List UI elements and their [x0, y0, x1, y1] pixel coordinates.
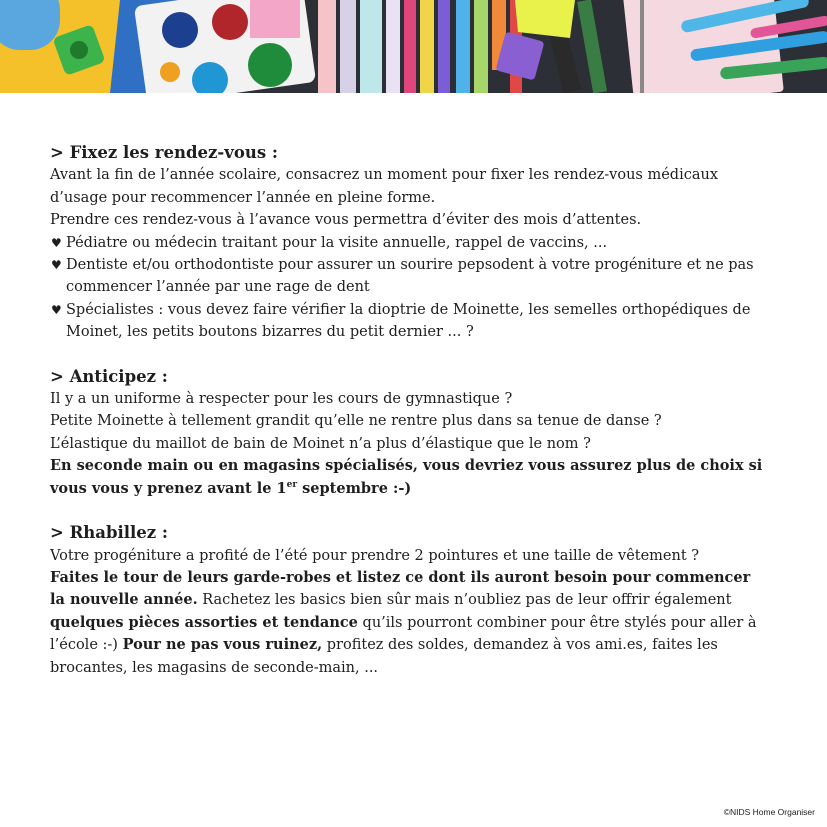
text: profitez des soldes, demandez à vos ami.es, faites les brocantes, les magasins de seconde-main, ... — [50, 637, 718, 676]
section-rhabillez — [50, 522, 770, 679]
ordinal-suffix: er — [286, 479, 298, 490]
paragraph: Votre progéniture a profité de l’été pour prendre 2 pointures et une taille de vêtement ? — [50, 547, 700, 564]
article-body — [50, 142, 770, 701]
section-heading: > Anticipez : — [50, 366, 168, 386]
bold-text: quelques pièces assorties et tendance — [50, 613, 358, 631]
paragraph: L’élastique du maillot de bain de Moinet n’a plus d’élastique que le nom ? — [50, 435, 591, 452]
bold-text: septembre :-) — [297, 479, 412, 497]
section-anticipez — [50, 366, 770, 500]
paragraph-bold — [50, 455, 770, 500]
list-item — [50, 299, 770, 344]
paragraph: Il y a un uniforme à respecter pour les cours de gymnastique ? — [50, 391, 513, 408]
bold-text: En seconde main ou en magasins spécialisés, vous devriez vous assurez plus de choix si vous vous y prenez avant le 1 — [50, 457, 763, 497]
section-heading: > Rhabillez : — [50, 523, 169, 543]
bold-text: Pour ne pas vous ruinez, — [122, 636, 323, 654]
section-heading: > Fixez les rendez-vous : — [50, 143, 278, 162]
copyright-footer: ©NIDS Home Organiser — [723, 807, 815, 817]
appointment-list — [50, 232, 770, 344]
paragraph: Prendre ces rendez-vous à l’avance vous permettra d’éviter des mois d’attentes. — [50, 212, 642, 229]
text: qu’ils pourront combiner pour être stylés pour aller à l’école :-) — [50, 614, 757, 654]
list-item — [50, 254, 770, 299]
text: Rachetez les basics bien sûr mais n’oubliez pas de leur offrir également — [197, 592, 732, 609]
heart-icon: ♥ — [51, 235, 62, 250]
paragraph: Petite Moinette à tellement grandit qu’elle ne rentre plus dans sa tenue de danse ? — [50, 413, 662, 430]
paragraph: Avant la fin de l’année scolaire, consacrez un moment pour fixer les rendez-vous médicaux d’usage pour recommencer l’année en pleine forme. — [50, 167, 719, 206]
heart-icon: ♥ — [51, 258, 62, 273]
list-item-text: Pédiatre ou médecin traitant pour la visite annuelle, rappel de vaccins, ... — [66, 234, 608, 251]
heart-icon: ♥ — [51, 302, 62, 317]
paragraph — [50, 567, 770, 679]
banner-image — [0, 0, 827, 93]
bold-text: Faites le tour de leurs garde-robes et listez ce dont ils auront besoin pour commencer la nouvelle année. — [50, 568, 751, 609]
list-item-text: Spécialistes : vous devez faire vérifier la dioptrie de Moinette, les semelles orthopédiques de Moinet, les petits boutons bizarres du petit dernier ... ? — [66, 301, 751, 341]
list-item — [50, 232, 770, 254]
school-supplies-icon — [0, 0, 827, 93]
section-rendez-vous — [50, 142, 770, 344]
list-item-text: Dentiste et/ou orthodontiste pour assurer un sourire pepsodent à votre progéniture et ne pas commencer l’année par une rage de dent — [66, 257, 754, 296]
